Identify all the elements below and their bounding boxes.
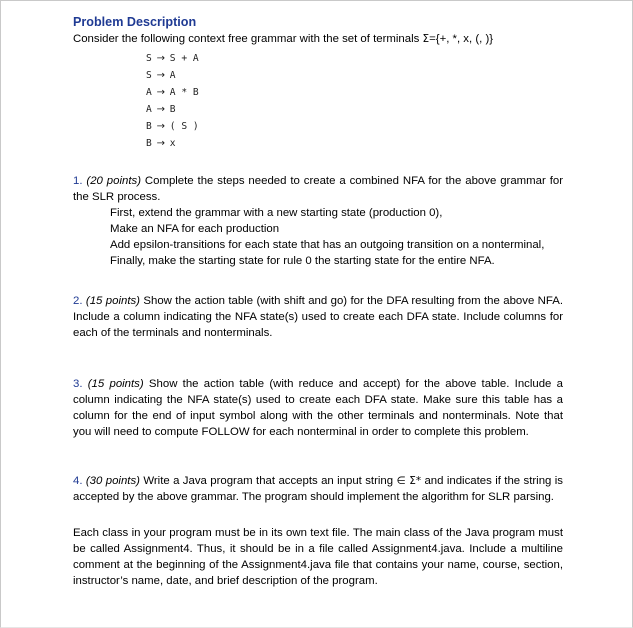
grammar-rules: [146, 50, 563, 152]
arrow-icon: →: [156, 104, 165, 115]
question-text-continued: and indicates if the string is accepted by the above grammar. The program should implement the algorithm for SLR parsing.: [73, 475, 563, 503]
question-text: Write a Java program that accepts an input string: [139, 475, 397, 487]
problem-title: Problem Description: [73, 15, 197, 29]
submission-note: Each class in your program must be in its own text file. The main class of the Java program must be called Assignment4. Thus, it should be in a file called Assignment4.java. Include a multiline comment at the beginning of the Assignment4.java file that contains your name, course, section, instructor’s name, date, and brief description of the program.: [73, 527, 563, 587]
sigma-symbol: Σ: [422, 33, 430, 45]
grammar-rule: S → S + A: [146, 50, 563, 67]
question-3: [73, 376, 563, 440]
question-number: 2.: [73, 295, 83, 307]
nfa-steps-list: [110, 205, 563, 269]
problem-document: [73, 14, 563, 589]
arrow-icon: →: [156, 121, 165, 132]
nfa-step: Add epsilon-transitions for each state that has an outgoing transition on a nonterminal,: [110, 239, 545, 251]
arrow-icon: →: [156, 70, 165, 81]
nfa-step: First, extend the grammar with a new starting state (production 0),: [110, 207, 443, 219]
question-text: Show the action table (with shift and go) for the DFA resulting from the above NFA. Include a column indicating the NFA state(s) used to create each DFA state. Include columns for each of the terminals and nonterminals.: [73, 295, 563, 339]
grammar-rule: B → ( S ): [146, 118, 563, 135]
grammar-rule: A → B: [146, 101, 563, 118]
terminal-set: ={+, *, x, (, )}: [429, 33, 494, 45]
grammar-rule: S → A: [146, 67, 563, 84]
grammar-rule: A → A * B: [146, 84, 563, 101]
nfa-step: Finally, make the starting state for rule 0 the starting state for the entire NFA.: [110, 255, 495, 267]
element-of-sigma-star-symbol: ∈ Σ*: [396, 475, 422, 487]
question-number: 3.: [73, 378, 83, 390]
arrow-icon: →: [156, 87, 165, 98]
question-1: [73, 173, 563, 205]
question-4: [73, 473, 563, 505]
question-number: 1.: [73, 175, 83, 187]
question-text: Show the action table (with reduce and accept) for the above table. Include a column indicating the NFA state(s) used to create each DFA state. Make sure this table has a column for the end of input symbol along with the other terminals and nonterminals. Note that you will need to compute FOLLOW for each nonterminal in order to complete this problem.: [73, 378, 563, 438]
question-points: (15 points): [87, 378, 144, 390]
question-text: Complete the steps needed to create a combined NFA for the above grammar for the SLR process.: [73, 175, 563, 203]
arrow-icon: →: [156, 138, 165, 149]
arrow-icon: →: [156, 53, 165, 64]
question-2: [73, 293, 563, 341]
grammar-rule: B → x: [146, 135, 563, 152]
question-number: 4.: [73, 475, 83, 487]
question-points: (15 points): [85, 295, 140, 307]
question-points: (20 points): [86, 175, 141, 187]
intro-text: [73, 31, 563, 47]
question-points: (30 points): [85, 475, 140, 487]
intro-lead: Consider the following context free grammar with the set of terminals: [73, 33, 423, 45]
nfa-step: Make an NFA for each production: [110, 223, 280, 235]
